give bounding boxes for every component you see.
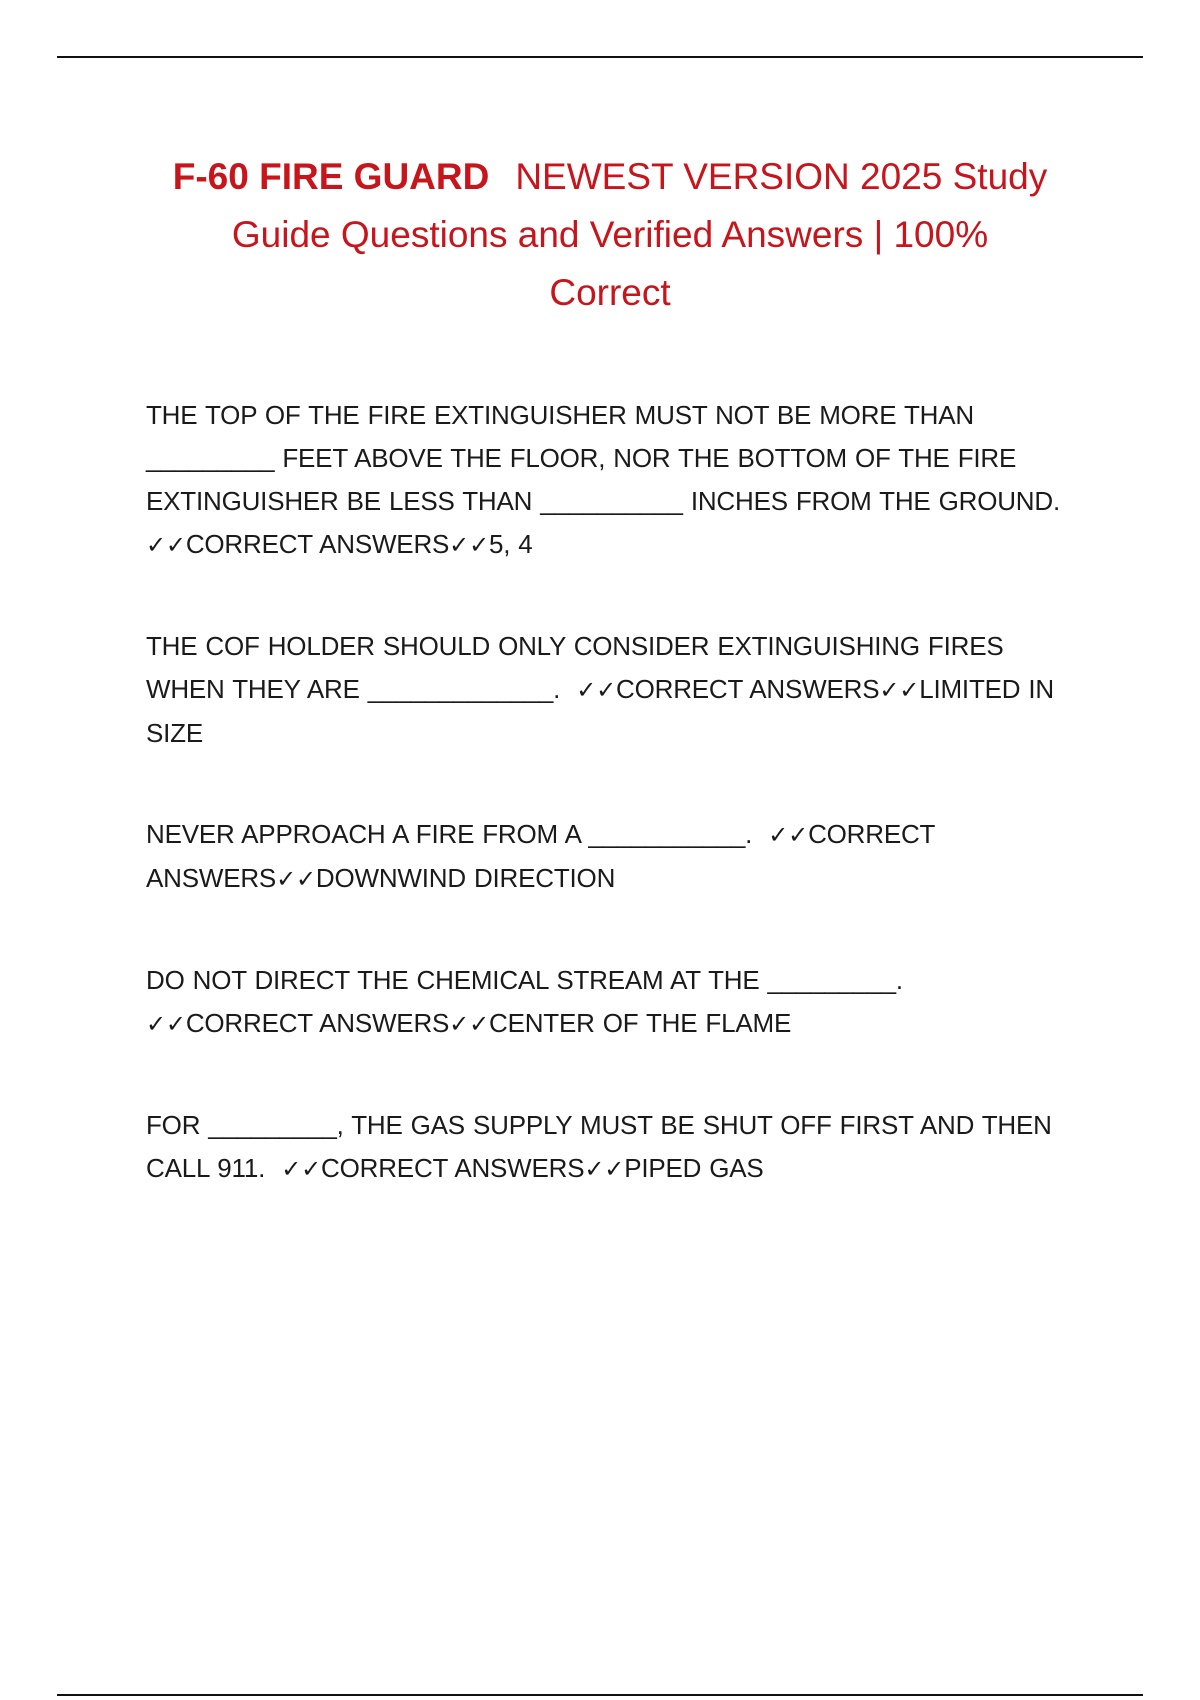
title-bold-part: F-60 FIRE GUARD bbox=[172, 156, 490, 197]
question-line: FOR _________, THE GAS SUPPLY MUST BE SHUT OFF FIRST AND THEN bbox=[146, 1110, 1052, 1140]
answer-label: CORRECT ANSWERS bbox=[146, 819, 935, 893]
qa-item bbox=[146, 813, 1086, 901]
answer-text: LIMITED IN SIZE bbox=[146, 674, 1054, 748]
top-rule bbox=[57, 56, 1143, 58]
bottom-rule bbox=[57, 1694, 1143, 1696]
answer-text: DOWNWIND DIRECTION bbox=[315, 863, 616, 893]
answer-line bbox=[146, 813, 1086, 901]
answer-label: CORRECT ANSWERS bbox=[185, 1008, 450, 1038]
qa-item bbox=[146, 625, 1086, 755]
qa-item bbox=[146, 1104, 1086, 1191]
double-check-icon: ✓✓ bbox=[768, 821, 809, 849]
qa-item bbox=[146, 959, 1086, 1046]
question-tail: WHEN THEY ARE _____________. bbox=[146, 674, 577, 704]
question-line: THE TOP OF THE FIRE EXTINGUISHER MUST NOT BE MORE THAN bbox=[146, 400, 974, 430]
double-check-icon: ✓✓ bbox=[146, 531, 186, 559]
title-line-2: Guide Questions and Verified Answers | 100% bbox=[231, 214, 989, 255]
double-check-icon: ✓✓ bbox=[281, 1155, 322, 1183]
answer-line bbox=[146, 1002, 1086, 1046]
answer-text: PIPED GAS bbox=[624, 1153, 764, 1183]
answer-line bbox=[146, 668, 1086, 755]
double-check-icon: ✓✓ bbox=[449, 1010, 489, 1038]
document-title bbox=[110, 148, 1110, 322]
answer-line bbox=[146, 1147, 1086, 1191]
double-check-icon: ✓✓ bbox=[449, 531, 489, 559]
qa-item bbox=[146, 394, 1086, 567]
answer-label: CORRECT ANSWERS bbox=[321, 1153, 585, 1183]
title-line-3: Correct bbox=[549, 272, 671, 313]
title-line-1 bbox=[110, 148, 1110, 206]
double-check-icon: ✓✓ bbox=[584, 1155, 625, 1183]
question-line: _________ FEET ABOVE THE FLOOR, NOR THE BOTTOM OF THE FIRE bbox=[146, 443, 1017, 473]
answer-line bbox=[146, 523, 1086, 567]
double-check-icon: ✓✓ bbox=[879, 676, 920, 704]
double-check-icon: ✓✓ bbox=[276, 865, 316, 893]
question-line: EXTINGUISHER BE LESS THAN __________ INCHES FROM THE GROUND. bbox=[146, 486, 1060, 516]
question-line: DO NOT DIRECT THE CHEMICAL STREAM AT THE _________. bbox=[146, 965, 903, 995]
answer-label: CORRECT ANSWERS bbox=[616, 674, 880, 704]
question-tail: CALL 911. bbox=[146, 1153, 282, 1183]
question-line: THE COF HOLDER SHOULD ONLY CONSIDER EXTINGUISHING FIRES bbox=[146, 631, 1004, 661]
title-line-1-rest: NEWEST VERSION 2025 Study bbox=[515, 156, 1048, 197]
answer-text: CENTER OF THE FLAME bbox=[489, 1008, 792, 1038]
question-tail: NEVER APPROACH A FIRE FROM A ___________. bbox=[146, 819, 769, 849]
answer-label: CORRECT ANSWERS bbox=[185, 529, 450, 559]
double-check-icon: ✓✓ bbox=[146, 1010, 186, 1038]
answer-text: 5, 4 bbox=[489, 529, 533, 559]
question-list bbox=[146, 394, 1086, 1191]
double-check-icon: ✓✓ bbox=[576, 676, 617, 704]
